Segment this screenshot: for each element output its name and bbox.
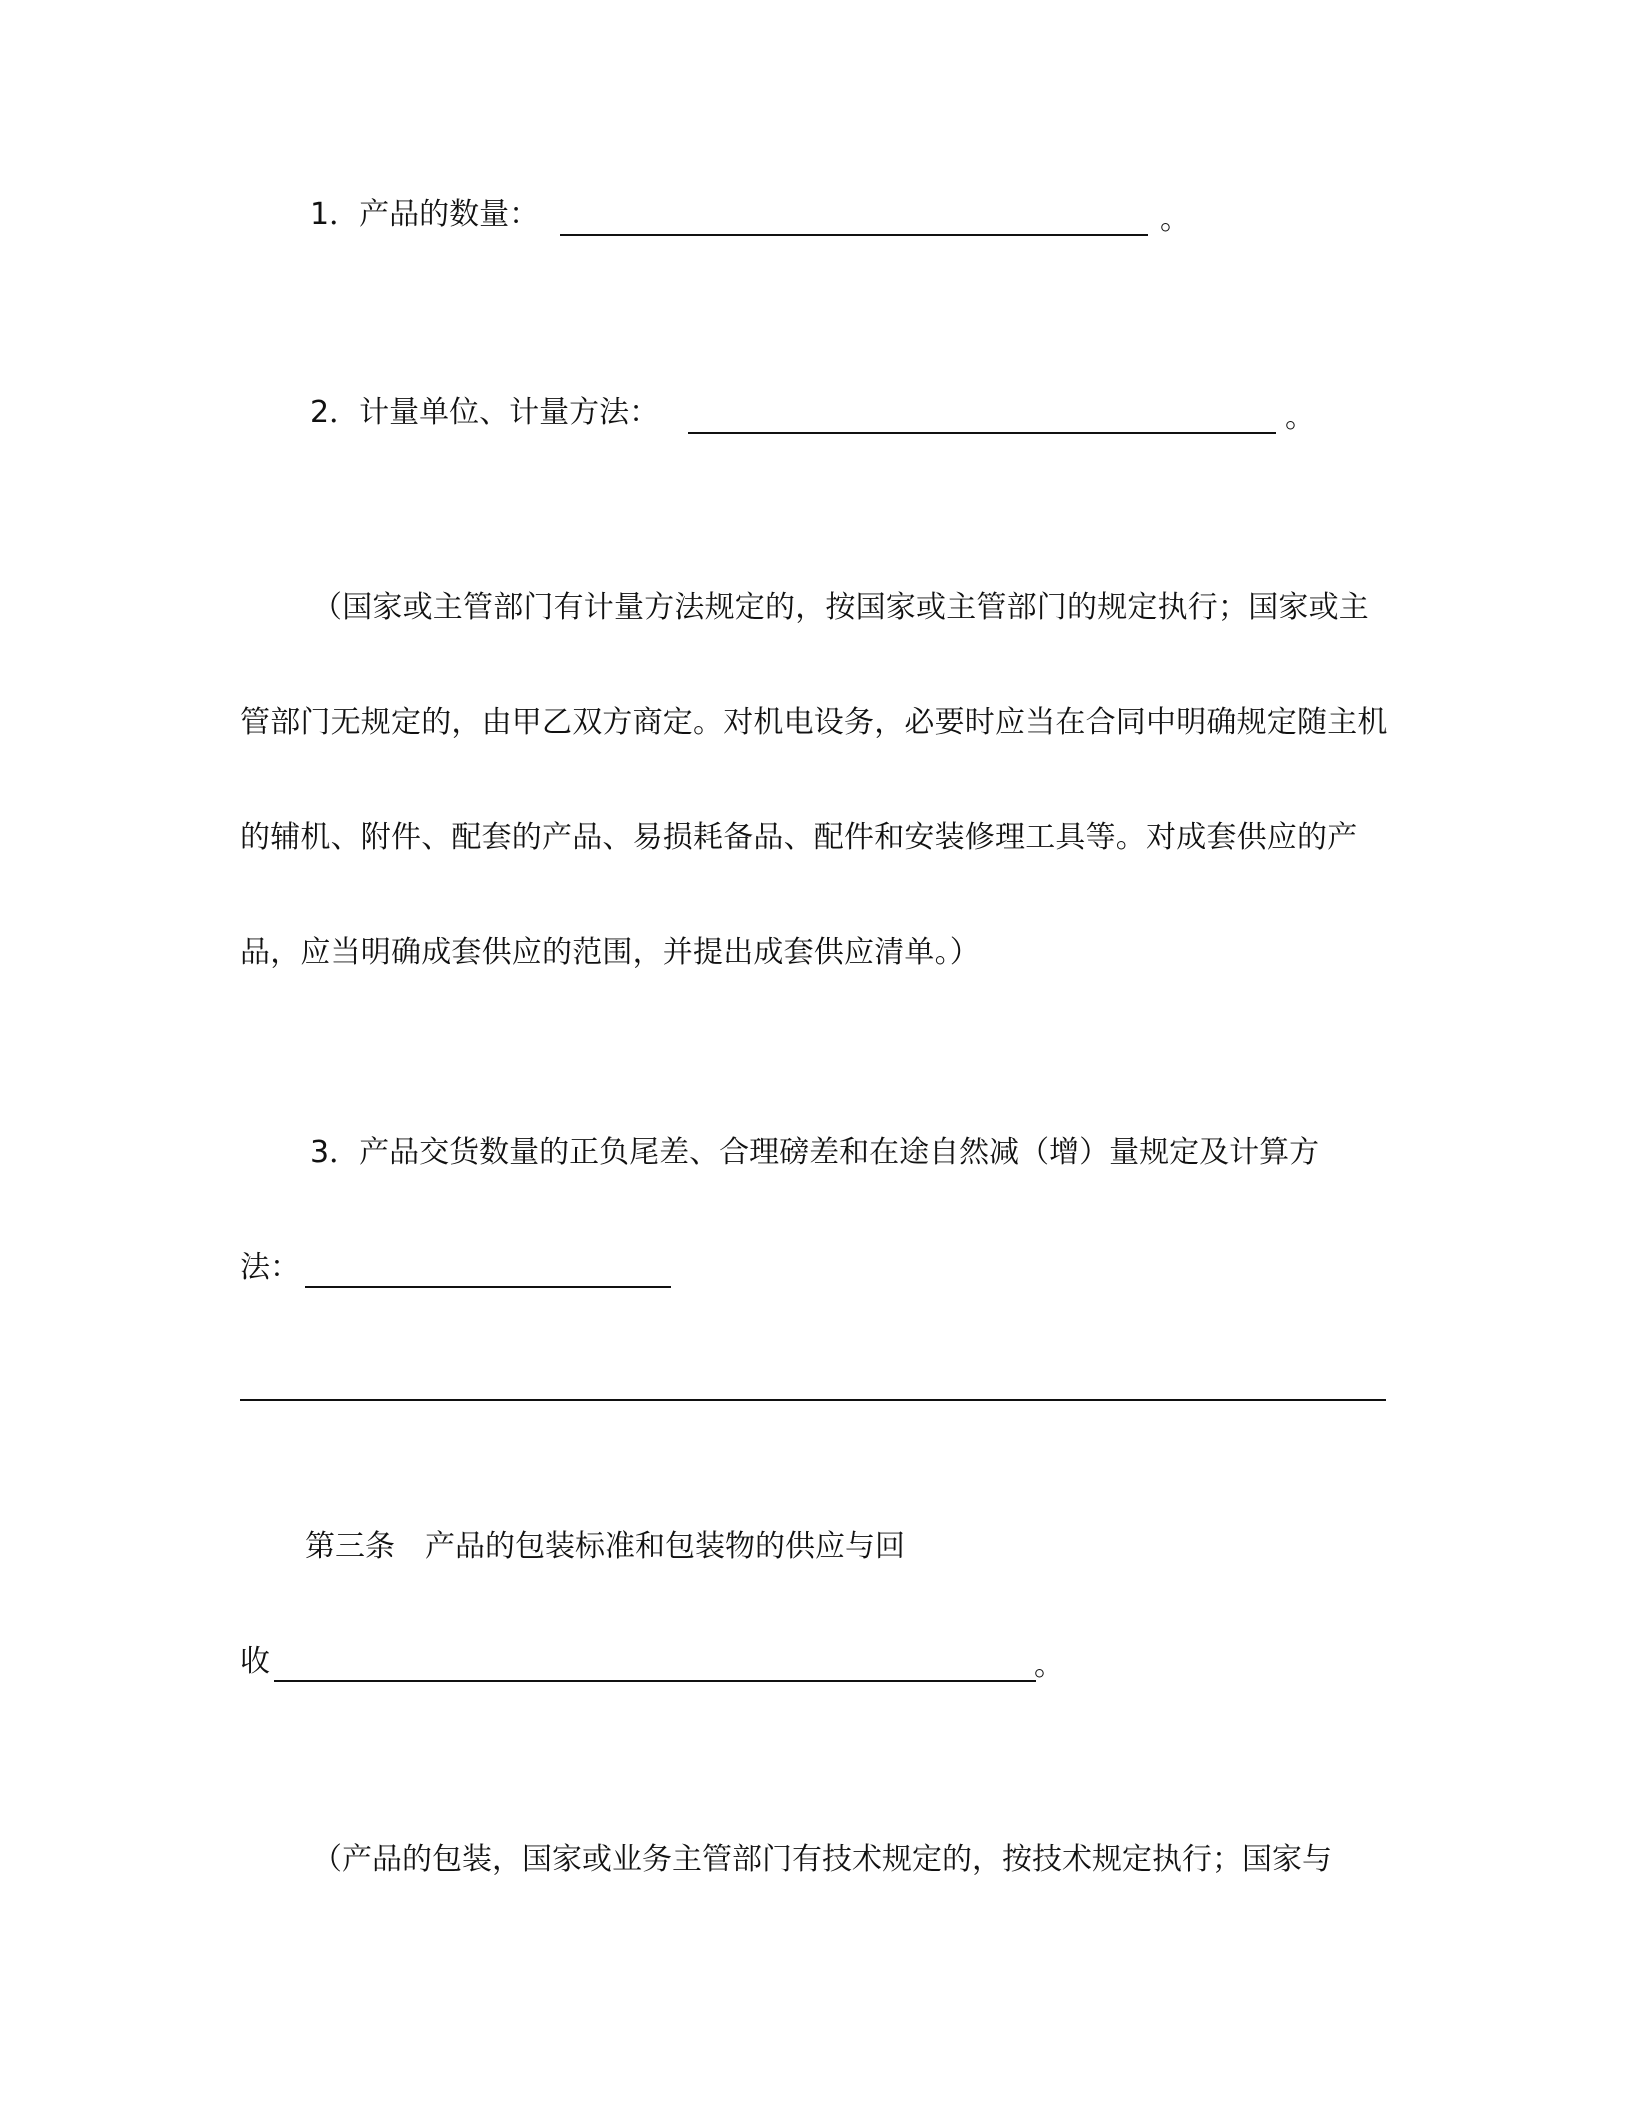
article-3-blank-field[interactable] — [274, 1680, 1036, 1682]
item-2-label: 2．计量单位、计量方法： — [310, 395, 660, 430]
item-3-blank-field-line2[interactable] — [240, 1399, 1386, 1401]
item-1-blank-field[interactable] — [560, 234, 1148, 236]
item-2-period: 。 — [1285, 400, 1315, 435]
item-1-label: 1．产品的数量： — [310, 197, 540, 232]
item-3-label-line2: 法： — [240, 1250, 300, 1285]
quantity-note-text: （国家或主管部门有计量方法规定的，按国家或主管部门的规定执行；国家或主管部门无规定的，由甲乙双方商定。对机电设务，必要时应当在合同中明确规定随主机的辅机、附件、配套的产品、易损耗备品、配件和安装修理工具等。对成套供应的产品，应当明确成套供应的范围，并提出成套供应清单。） — [240, 590, 1388, 970]
article-3-period: 。 — [1034, 1648, 1064, 1683]
item-2-blank-field[interactable] — [688, 432, 1276, 434]
item-1-period: 。 — [1160, 202, 1190, 237]
item-3-label-line1: 3．产品交货数量的正负尾差、合理磅差和在途自然减（增）量规定及计算方 — [310, 1135, 1320, 1170]
article-3-title: 第三条 产品的包装标准和包装物的供应与回 — [305, 1529, 905, 1564]
item-3-blank-field[interactable] — [305, 1286, 671, 1288]
packaging-note-line1: （产品的包装，国家或业务主管部门有技术规定的，按技术规定执行；国家与 — [312, 1842, 1332, 1877]
quantity-note-paragraph — [240, 550, 1390, 1010]
article-3-title-cont: 收 — [240, 1644, 270, 1679]
